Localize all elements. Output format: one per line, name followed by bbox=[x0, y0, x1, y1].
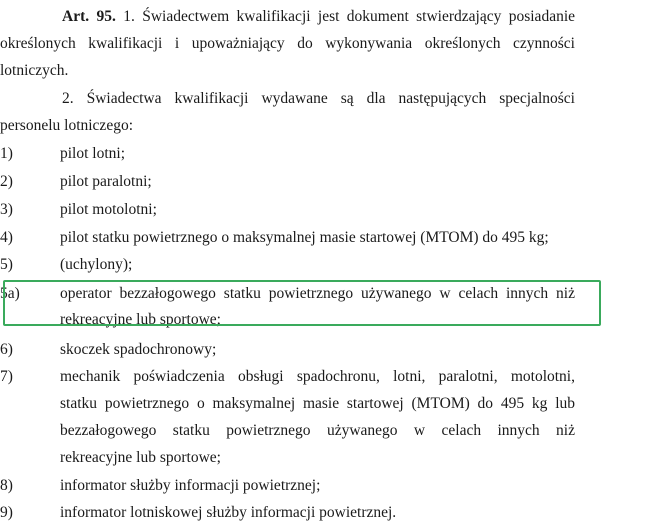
article-para2-line1: 2. Świadectwa kwalifikacji wydawane są dla następujących specjalności bbox=[62, 90, 575, 107]
list-item-text: pilot paralotni; bbox=[60, 173, 152, 190]
list-item-text: skoczek spadochronowy; bbox=[60, 341, 217, 358]
list-item bbox=[0, 143, 600, 165]
list-item-text: informator służby informacji powietrznej; bbox=[60, 477, 321, 494]
highlight-box bbox=[3, 280, 601, 326]
list-item-text: pilot lotni; bbox=[60, 145, 126, 162]
list-item bbox=[0, 171, 600, 193]
list-item-text: rekreacyjne lub sportowe; bbox=[60, 311, 221, 328]
list-item bbox=[0, 254, 600, 276]
list-item bbox=[0, 366, 600, 388]
article-para1-line2: określonych kwalifikacji i upoważniający do wykonywania określonych czynności bbox=[0, 35, 575, 52]
list-item bbox=[0, 502, 600, 524]
article-label: Art. 95. bbox=[62, 8, 116, 25]
list-item-number: 2) bbox=[0, 173, 13, 190]
list-item-text: rekreacyjne lub sportowe; bbox=[60, 449, 221, 466]
list-item-text: (uchylony); bbox=[60, 256, 133, 273]
list-item-text: mechanik poświadczenia obsługi spadochronu, lotni, paralotni, motolotni, bbox=[60, 368, 575, 385]
list-item-text: informator lotniskowej służby informacji powietrznej. bbox=[60, 504, 397, 521]
list-item-continuation bbox=[0, 420, 600, 442]
list-item-text: statku powietrznego o maksymalnej masie startowej (MTOM) do 495 kg lub bbox=[60, 395, 575, 412]
list-item-number: 5) bbox=[0, 256, 13, 273]
list-item-number: 7) bbox=[0, 368, 13, 385]
list-item-text: pilot statku powietrznego o maksymalnej masie startowej (MTOM) do 495 kg; bbox=[60, 229, 549, 246]
list-item bbox=[0, 475, 600, 497]
list-item-number: 9) bbox=[0, 504, 13, 521]
list-item-number: 6) bbox=[0, 341, 13, 358]
list-item-number: 1) bbox=[0, 145, 13, 162]
list-item bbox=[0, 339, 600, 361]
list-item-text: bezzałogowego statku powietrznego używanego w celach innych niż bbox=[60, 422, 575, 439]
list-item-number: 5a) bbox=[0, 285, 20, 302]
list-item-continuation bbox=[0, 447, 600, 469]
list-item bbox=[0, 199, 600, 221]
list-item-text: pilot motolotni; bbox=[60, 201, 157, 218]
list-item bbox=[0, 227, 600, 249]
article-para1-line3: lotniczych. bbox=[0, 62, 69, 79]
article-para2-line2: personelu lotniczego: bbox=[0, 117, 133, 134]
list-item-text: operator bezzałogowego statku powietrznego używanego w celach innych niż bbox=[60, 285, 575, 302]
list-item-continuation bbox=[0, 393, 600, 415]
list-item-number: 3) bbox=[0, 201, 13, 218]
list-item-number: 8) bbox=[0, 477, 13, 494]
list-item-number: 4) bbox=[0, 229, 13, 246]
article-para1-line1: Art. 95. 1. Świadectwem kwalifikacji jest dokument stwierdzający posiadanie bbox=[62, 8, 576, 25]
